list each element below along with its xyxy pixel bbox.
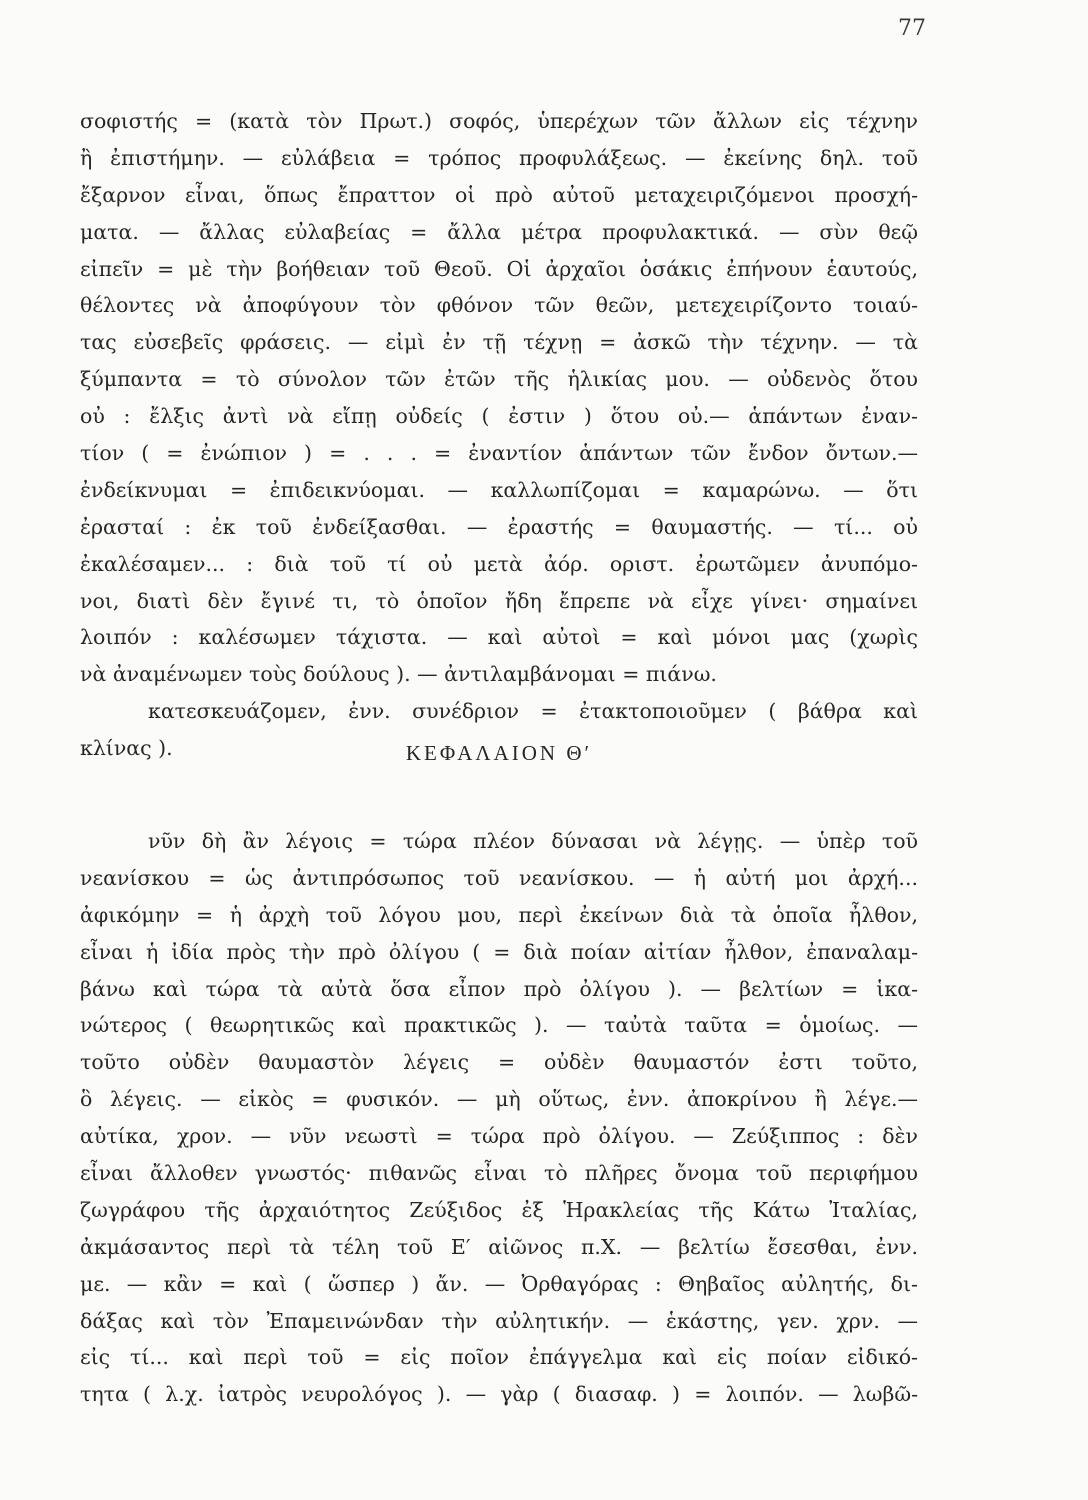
text-line: ἐνδείκνυμαι = ἐπιδεικνύομαι. — καλλωπίζομαι = καμαρώνω. — ὅτι xyxy=(80,477,918,502)
text-line: νοι, διατὶ δὲν ἔγινέ τι, τὸ ὁποῖον ἤδη ἔπρεπε νὰ εἶχε γίνει· σημαίνει xyxy=(80,588,918,613)
chapter-heading: ΚΕΦΑΛΑΙΟΝ Θ′ xyxy=(405,741,593,765)
text-line: νὰ ἀναμένωμεν τοὺς δούλους ). — ἀντιλαμβάνομαι = πιάνω. xyxy=(80,662,717,687)
text-line: αὐτίκα, χρον. — νῦν νεωστὶ = τώρα πρὸ ὀλίγου. — Ζεύξιππος : δὲν xyxy=(80,1124,918,1149)
text-line: ματα. — ἄλλας εὐλαβείας = ἄλλα μέτρα προφυλακτικά. — σὺν θεῷ xyxy=(80,219,918,244)
text-line: εἶναι ἡ ἰδία πρὸς τὴν πρὸ ὀλίγου ( = διὰ ποίαν αἰτίαν ἦλθον, ἐπαναλαμ- xyxy=(80,939,918,964)
text-line: εἰπεῖν = μὲ τὴν βοήθειαν τοῦ Θεοῦ. Οἱ ἀρχαῖοι ὁσάκις ἐπήνουν ἑαυτούς, xyxy=(80,256,918,281)
text-line: δάξας καὶ τὸν Ἐπαμεινώνδαν τὴν αὐλητικήν. — ἑκάστης, γεν. χρν. — xyxy=(80,1308,918,1333)
text-line: λοιπόν : καλέσωμεν τάχιστα. — καὶ αὐτοὶ = καὶ μόνοι μας (χωρὶς xyxy=(80,625,918,650)
text-line: βάνω καὶ τώρα τὰ αὐτὰ ὅσα εἶπον πρὸ ὀλίγου ). — βελτίων = ἱκα- xyxy=(80,976,918,1001)
text-line: νῦν δὴ ἂν λέγοις = τώρα πλέον δύνασαι νὰ λέγῃς. — ὑπὲρ τοῦ xyxy=(148,829,918,853)
text-line: θέλοντες νὰ ἀποφύγουν τὸν φθόνον τῶν θεῶν, μετεχειρίζοντο τοιαύ- xyxy=(80,293,918,318)
text-line: εἰς τί... καὶ περὶ τοῦ = εἰς ποῖον ἐπάγγελμα καὶ εἰς ποίαν εἰδικό- xyxy=(80,1345,918,1370)
text-line: εἶναι ἄλλοθεν γνωστός· πιθανῶς εἶναι τὸ πλῆρες ὄνομα τοῦ περιφήμου xyxy=(80,1161,918,1186)
text-line: τοῦτο οὐδὲν θαυμαστὸν λέγεις = οὐδὲν θαυμαστόν ἐστι τοῦτο, xyxy=(80,1050,918,1075)
text-line: τίον ( = ἐνώπιον ) = . . . = ἐναντίον ἁπάντων τῶν ἔνδον ὄντων.— xyxy=(80,441,918,466)
text-line: οὐ : ἔλξις ἀντὶ νὰ εἴπῃ οὐδείς ( ἐστιν ) ὅτου οὐ.— ἁπάντων ἐναν- xyxy=(80,404,918,429)
text-line: νώτερος ( θεωρητικῶς καὶ πρακτικῶς ). — ταὐτὰ ταῦτα = ὁμοίως. — xyxy=(80,1013,918,1038)
text-line: ἐρασταί : ἐκ τοῦ ἐνδείξασθαι. — ἐραστής = θαυμαστής. — τί... οὐ xyxy=(80,514,918,539)
text-line: ἔξαρνον εἶναι, ὅπως ἔπραττον οἱ πρὸ αὐτοῦ μεταχειριζόμενοι προσχή- xyxy=(80,182,918,207)
text-line: με. — κἂν = καὶ ( ὥσπερ ) ἄν. — Ὀρθαγόρας : Θηβαῖος αὐλητής, δι- xyxy=(80,1271,918,1296)
commentary-text-lower xyxy=(80,823,918,1413)
text-line: ἀφικόμην = ἡ ἀρχὴ τοῦ λόγου μου, περὶ ἐκείνων διὰ τὰ ὁποῖα ἦλθον, xyxy=(80,902,918,927)
text-line: κλίνας ). xyxy=(80,736,173,761)
text-line: ὃ λέγεις. — εἰκὸς = φυσικόν. — μὴ οὕτως, ἐνν. ἀποκρίνου ἢ λέγε.— xyxy=(80,1087,918,1112)
commentary-text-upper xyxy=(80,103,918,767)
text-line: ἐκαλέσαμεν... : διὰ τοῦ τί οὐ μετὰ ἀόρ. οριστ. ἐρωτῶμεν ἀνυπόμο- xyxy=(80,551,918,576)
text-line: τητα ( λ.χ. ἰατρὸς νευρολόγος ). — γὰρ ( διασαφ. ) = λοιπόν. — λωβῶ- xyxy=(80,1382,918,1407)
text-line: τας εὐσεβεῖς φράσεις. — εἰμὶ ἐν τῇ τέχνῃ = ἀσκῶ τὴν τέχνην. — τὰ xyxy=(80,330,918,355)
page-number: 77 xyxy=(898,16,926,41)
text-line: ξύμπαντα = τὸ σύνολον τῶν ἐτῶν τῆς ἡλικίας μου. — οὐδενὸς ὅτου xyxy=(80,367,918,392)
text-line: κατεσκευάζομεν, ἐνν. συνέδριον = ἐτακτοποιοῦμεν ( βάθρα καὶ xyxy=(148,699,918,724)
text-line: ζωγράφου τῆς ἀρχαιότητος Ζεύξιδος ἐξ Ἡρακλείας τῆς Κάτω Ἰταλίας, xyxy=(80,1197,918,1222)
text-line: ἀκμάσαντος περὶ τὰ τέλη τοῦ Ε′ αἰῶνος π.Χ. — βελτίω ἔσεσθαι, ἐνν. xyxy=(80,1234,918,1259)
text-line: σοφιστής = (κατὰ τὸν Πρωτ.) σοφός, ὑπερέχων τῶν ἄλλων εἰς τέχνην xyxy=(80,109,918,133)
text-line: ἢ ἐπιστήμην. — εὐλάβεια = τρόπος προφυλάξεως. — ἐκείνης δηλ. τοῦ xyxy=(80,145,918,170)
text-line: νεανίσκου = ὡς ἀντιπρόσωπος τοῦ νεανίσκου. — ἡ αὐτή μοι ἀρχή... xyxy=(80,865,918,890)
